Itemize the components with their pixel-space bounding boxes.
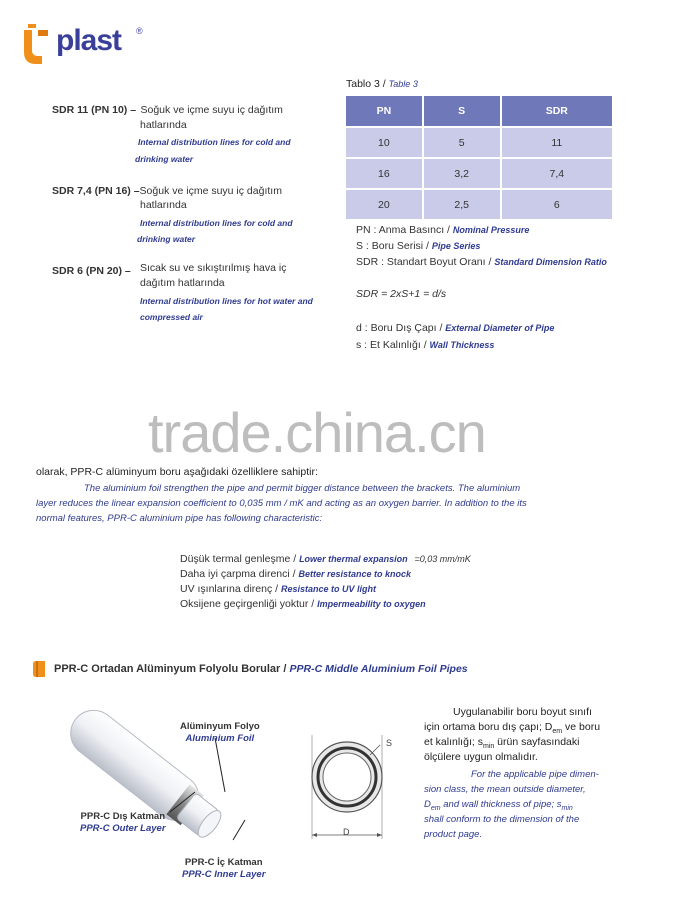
table-row: [346, 128, 612, 157]
paragraph-en-line: layer reduces the linear expansion coefficient to 0,035 mm / mK and acting as an oxygen barrier. In addition to the its: [36, 498, 527, 509]
right-en-line: shall conform to the dimension of the: [424, 814, 580, 825]
table-cell: 20: [346, 190, 422, 219]
section-title: [54, 663, 468, 675]
logo-registered: ®: [136, 26, 143, 36]
paragraph-tr: olarak, PPR-C alüminyum boru aşağıdaki özelliklere sahiptir:: [36, 466, 318, 478]
definition-en: External Diameter of Pipe: [445, 323, 555, 333]
feature-en: Impermeability to oxygen: [317, 599, 426, 609]
definition-s: [356, 238, 480, 254]
feature-item: [180, 597, 426, 612]
sdr-en-text: Internal distribution lines for cold and: [138, 137, 291, 147]
right-tr-text: için ortama boru dış çapı; D: [424, 721, 553, 733]
table-caption-tr: Tablo 3 /: [346, 78, 386, 90]
sdr-en-text: Internal distribution lines for hot water and: [140, 296, 313, 306]
feature-extra: =0,03 mm/mK: [414, 554, 471, 564]
sdr-label: SDR 11 (PN 10) –: [52, 104, 137, 116]
definition-tr: SDR : Standart Boyut Oranı /: [356, 256, 492, 268]
sdr-en-text: drinking water: [137, 234, 196, 244]
definition-en: Standard Dimension Ratio: [494, 257, 607, 267]
feature-tr: UV ışınlarına direnç /: [180, 583, 279, 595]
feature-tr: Daha iyi çarpma direnci /: [180, 568, 296, 580]
sdr-table: [344, 94, 614, 221]
table-cell: 10: [346, 128, 422, 157]
subscript: min: [561, 804, 573, 812]
definition-en: Nominal Pressure: [452, 225, 530, 235]
sdr-tr-text: dağıtım hatlarında: [140, 277, 225, 289]
cross-section-diagram: [300, 735, 400, 850]
section-title-en: PPR-C Middle Aluminium Foil Pipes: [289, 663, 468, 675]
table-cell: 5: [424, 128, 500, 157]
definition-en: Pipe Series: [431, 241, 481, 251]
definition-wall: [356, 337, 494, 353]
d-label: D: [343, 827, 350, 837]
label-tr: PPR-C Dış Katman: [80, 811, 165, 822]
sdr-en-text: Internal distribution lines for cold and: [140, 218, 293, 228]
label-en: PPR-C Inner Layer: [182, 869, 266, 880]
label-tr: Alüminyum Folyo: [180, 721, 260, 732]
section-marker-icon: [33, 661, 45, 677]
definition-tr: s : Et Kalınlığı /: [356, 339, 427, 351]
right-en-text: and wall thickness of pipe; s: [440, 799, 562, 810]
feature-en: Resistance to UV light: [280, 584, 376, 594]
feature-tr: Oksijene geçirgenliği yoktur /: [180, 598, 315, 610]
right-tr-text: ve boru: [562, 721, 601, 733]
table-cell: 2,5: [424, 190, 500, 219]
uplast-logo: [22, 20, 152, 66]
paragraph-en-line: normal features, PPR-C aluminium pipe has following characteristic:: [36, 513, 323, 524]
right-en-line: product page.: [424, 829, 483, 840]
right-en-line: sion class, the mean outside diameter,: [424, 784, 586, 795]
table-header-sdr: SDR: [502, 96, 612, 126]
table-header-s: S: [424, 96, 500, 126]
sdr-tr-text: hatlarında: [140, 119, 187, 131]
label-en: PPR-C Outer Layer: [80, 823, 166, 834]
right-tr-line: [424, 736, 579, 750]
label-inner-layer: [182, 857, 265, 881]
table-row: [346, 159, 612, 188]
definition-tr: S : Boru Serisi /: [356, 240, 429, 252]
table-cell: 7,4: [502, 159, 612, 188]
sdr-formula: SDR = 2xS+1 = d/s: [356, 288, 447, 300]
sdr-tr-text: Soğuk ve içme suyu iç dağıtım: [139, 185, 282, 197]
subscript: em: [430, 804, 441, 812]
logo-text: plast: [56, 24, 122, 57]
feature-item: [180, 552, 471, 567]
sdr-item-1: [52, 100, 332, 118]
logo-u-icon: [22, 24, 50, 64]
sdr-tr-text: hatlarında: [140, 199, 187, 211]
feature-en: Better resistance to knock: [298, 569, 412, 579]
table-header-pn: PN: [346, 96, 422, 126]
table-cell: 16: [346, 159, 422, 188]
sdr-en-text: drinking water: [135, 154, 194, 164]
label-en: Aluminium Foil: [185, 733, 255, 744]
s-label: S: [386, 738, 393, 748]
feature-en: Lower thermal expansion: [299, 554, 408, 564]
definition-pn: [356, 222, 529, 238]
right-tr-line: ölçülere uygun olmalıdır.: [424, 751, 538, 763]
section-title-tr: PPR-C Ortadan Alüminyum Folyolu Borular /: [54, 663, 287, 675]
sdr-label: SDR 6 (PN 20) –: [52, 265, 131, 277]
watermark: trade.china.cn: [148, 401, 486, 464]
right-en-text: D: [424, 799, 431, 810]
label-tr: PPR-C İç Katman: [184, 857, 263, 868]
definition-tr: d : Boru Dış Çapı /: [356, 322, 443, 334]
table-cell: 3,2: [424, 159, 500, 188]
feature-item: [180, 582, 376, 597]
definition-d: [356, 320, 554, 336]
subscript: min: [482, 743, 495, 751]
feature-item: [180, 567, 411, 582]
subscript: em: [552, 728, 563, 736]
right-tr-line: [424, 721, 600, 735]
sdr-tr-text: Soğuk ve içme suyu iç dağıtım: [140, 104, 283, 116]
table-row: [346, 190, 612, 219]
table-cell: 6: [502, 190, 612, 219]
sdr-en-text: compressed air: [140, 312, 203, 322]
sdr-item-2: [52, 181, 342, 199]
table-caption-en: Table 3: [388, 79, 418, 89]
right-tr-text: et kalınlığı; s: [424, 736, 483, 748]
definition-tr: PN : Anma Basıncı /: [356, 224, 450, 236]
definition-en: Wall Thickness: [429, 340, 495, 350]
right-tr-line: Uygulanabilir boru boyut sınıfı: [453, 706, 592, 718]
feature-tr: Düşük termal genleşme /: [180, 553, 297, 565]
table-caption: [346, 78, 418, 90]
label-outer-layer: [80, 811, 166, 835]
sdr-tr-text: Sıcak su ve sıkıştırılmış hava iç: [140, 262, 287, 274]
sdr-label: SDR 7,4 (PN 16) –: [52, 185, 140, 197]
right-en-line: For the applicable pipe dimen-: [471, 769, 599, 780]
definition-sdr: [356, 254, 607, 270]
paragraph-en-line: The aluminium foil strengthen the pipe and permit bigger distance between the brackets. The aluminium: [84, 483, 521, 494]
right-tr-text: ürün sayfasındaki: [494, 736, 580, 748]
table-cell: 11: [502, 128, 612, 157]
label-aluminium-foil: [180, 721, 260, 745]
